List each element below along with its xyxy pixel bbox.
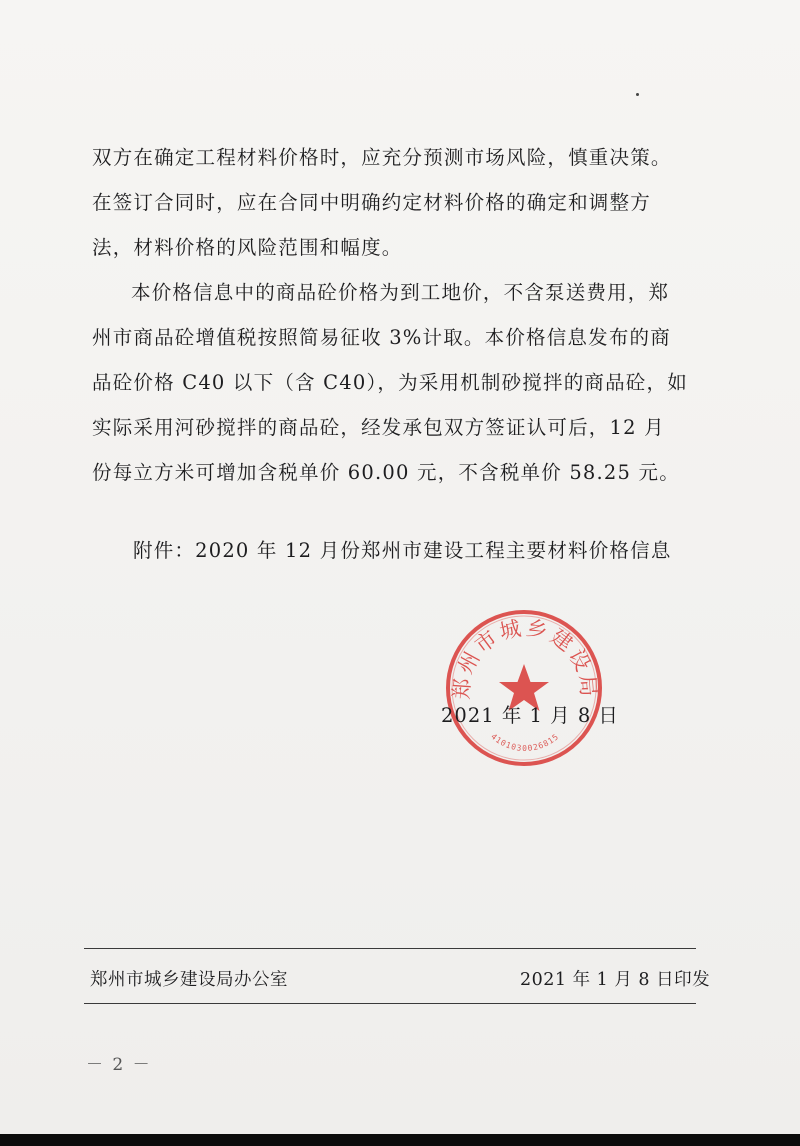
footer-top-divider [84, 948, 696, 949]
official-seal [442, 606, 606, 770]
footer-bottom-divider [84, 1003, 696, 1004]
text-line: 份每立方米可增加含税单价 60.00 元，不含税单价 58.25 元。 [92, 461, 680, 484]
text-line: 双方在确定工程材料价格时，应充分预测市场风险，慎重决策。 [92, 146, 672, 169]
text-line: 法，材料价格的风险范围和幅度。 [92, 236, 403, 259]
seal-code: 4101030026815 [489, 731, 561, 753]
issue-date: 2021 年 1 月 8 日印发 [520, 970, 711, 990]
text-line: 在签订合同时，应在合同中明确约定材料价格的确定和调整方 [92, 191, 651, 214]
text-line: 州市商品砼增值税按照简易征收 3%计取。本价格信息发布的商 [92, 326, 671, 349]
page-number: － 2 － [86, 1055, 152, 1075]
text-line: 品砼价格 C40 以下（含 C40），为采用机制砂搅拌的商品砼，如 [92, 371, 688, 394]
text-line: 实际采用河砂搅拌的商品砼，经发承包双方签证认可后，12 月 [92, 416, 665, 439]
attachment-line: 附件：2020 年 12 月份郑州市建设工程主要材料价格信息 [133, 539, 672, 562]
signing-date: 2021 年 1 月 8 日 [441, 704, 619, 727]
svg-text:4101030026815 [489, 732, 561, 753]
text-line: 本价格信息中的商品砼价格为到工地价，不含泵送费用，郑 [131, 281, 670, 304]
seal-text: 郑州市城乡建设局 [449, 615, 601, 701]
issuer-name: 郑州市城乡建设局办公室 [90, 970, 288, 990]
scan-edge [0, 1134, 800, 1146]
scan-speck [636, 93, 639, 96]
